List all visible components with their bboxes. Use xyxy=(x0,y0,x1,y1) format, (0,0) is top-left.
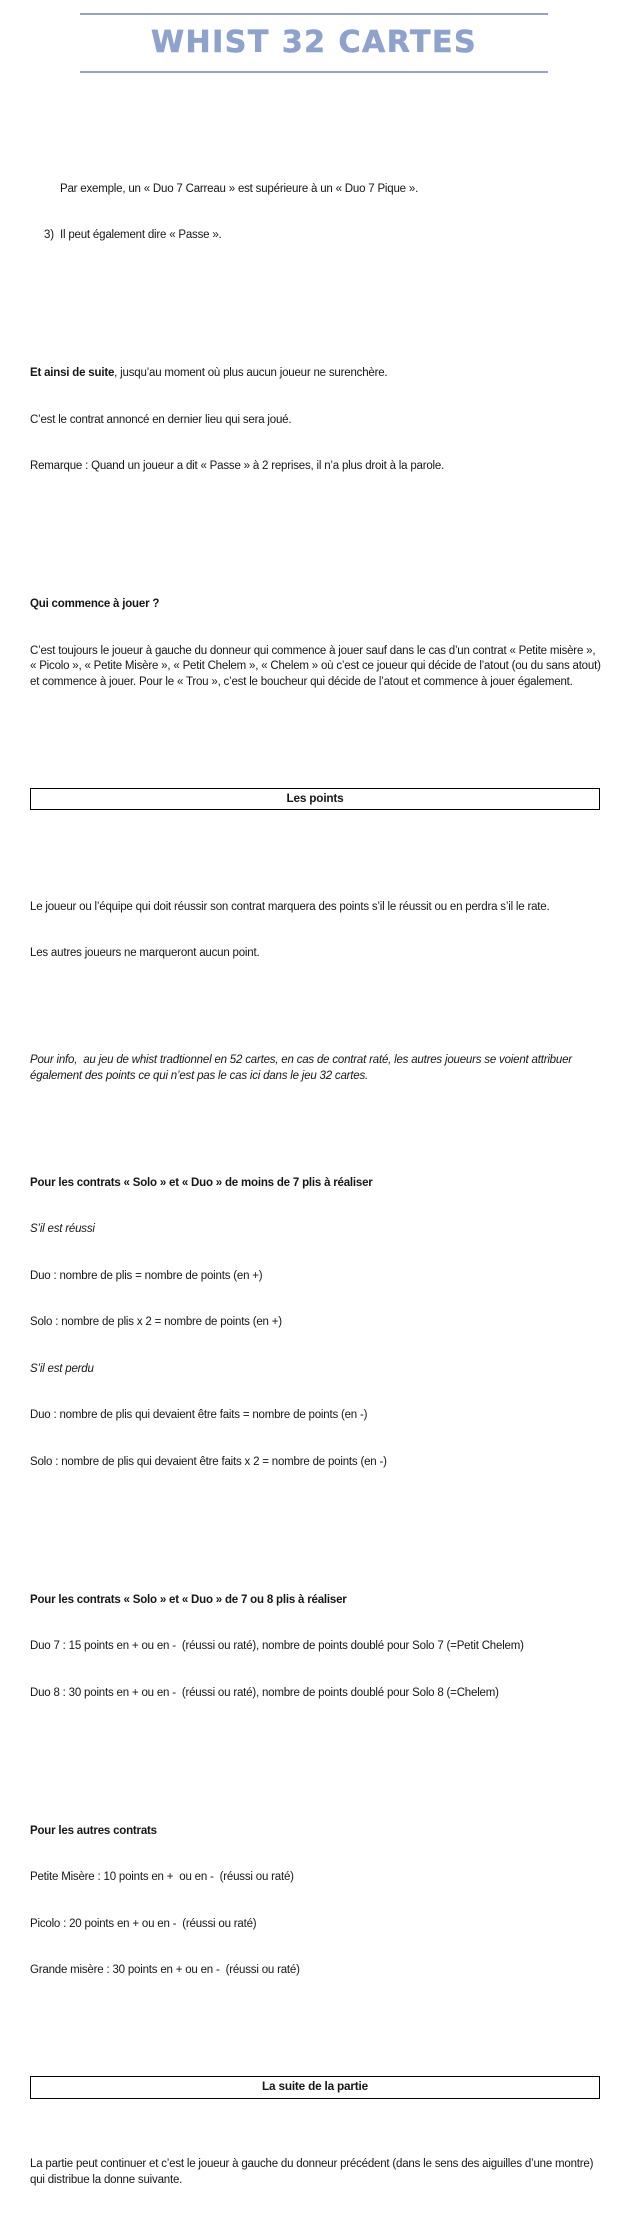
list-item-number: 3) xyxy=(44,229,54,241)
document-header xyxy=(80,13,548,73)
example-paragraph xyxy=(30,151,604,275)
other-contracts-heading: Pour les autres contrats xyxy=(30,1824,157,1837)
list-item-3 xyxy=(30,228,604,244)
points-info-note: Pour info, au jeu de whist tradtionnel en 52 cartes, en cas de contrat raté, les autres joueurs se voient attribuer également des points ce qui n’est pas le cas ici dans le jeu 32 cartes. xyxy=(30,1054,575,1082)
under7-success-rule-solo: Solo : nombre de plis x 2 = nombre de points (en +) xyxy=(30,1316,282,1328)
bidding-lead-rest: , jusqu’au moment où plus aucun joueur ne surenchère. xyxy=(114,367,388,379)
contracts-7-8-section xyxy=(30,1562,604,1733)
bidding-paragraph xyxy=(30,335,604,506)
list-item-text: Il peut également dire « Passe ». xyxy=(60,229,222,241)
who-starts-heading: Qui commence à jouer ? xyxy=(30,598,160,610)
under7-success-label: S’il est réussi xyxy=(30,1223,95,1235)
other-contracts-section xyxy=(30,1793,604,2010)
document-page xyxy=(0,13,624,2186)
bidding-lead-bold: Et ainsi de suite xyxy=(30,367,115,379)
section-header-les-points: Les points xyxy=(30,788,600,811)
section-header-suite-partie: La suite de la partie xyxy=(30,2076,600,2099)
contracts-under7-heading: Pour les contrats « Solo » et « Duo » de moins de 7 plis à réaliser xyxy=(30,1176,373,1189)
under7-success-rule-duo: Duo : nombre de plis = nombre de points (en +) xyxy=(30,1269,263,1282)
who-starts-section xyxy=(30,566,604,721)
under7-lost-rule-solo: Solo : nombre de plis qui devaient être faits x 2 = nombre de points (en -) xyxy=(30,1455,387,1468)
example-line: Par exemple, un « Duo 7 Carreau » est supérieure à un « Duo 7 Pique ». xyxy=(60,182,419,195)
rule-picolo: Picolo : 20 points en + ou en - (réussi ou raté) xyxy=(30,1917,257,1930)
under7-lost-rule-duo: Duo : nombre de plis qui devaient être faits = nombre de points (en -) xyxy=(30,1409,368,1421)
rule-duo-8: Duo 8 : 30 points en + ou en - (réussi ou raté), nombre de points doublé pour Solo 8 (=Chelem) xyxy=(30,1686,499,1699)
bidding-line-3: Remarque : Quand un joueur a dit « Passe » à 2 reprises, il n’a plus droit à la parole. xyxy=(30,460,445,472)
rule-duo-7: Duo 7 : 15 points en + ou en - (réussi ou raté), nombre de points doublé pour Solo 7 (=Petit Chelem) xyxy=(30,1640,524,1652)
points-intro-line-1: Le joueur ou l’équipe qui doit réussir son contrat marquera des points s’il le réussit ou en perdra s’il le rate. xyxy=(30,900,550,913)
who-starts-body: C’est toujours le joueur à gauche du donneur qui commence à jouer sauf dans le cas d’un contrat « Petite misère », « Picolo », « Petite Misère », « Petit Chelem », « Chelem » où c’est ce joueur qui décide de l’atout (ou du sans atout) et commence à jouer. Pour le « Trou », c’est le boucheur qui décide de l’atout et commence à jouer également. xyxy=(30,644,604,688)
page-title: WHIST 32 CARTES xyxy=(150,25,478,60)
contracts-7-8-heading: Pour les contrats « Solo » et « Duo » de 7 ou 8 plis à réaliser xyxy=(30,1593,347,1606)
bidding-lead-line xyxy=(30,366,604,382)
rule-petite-misere: Petite Misère : 10 points en + ou en - (réussi ou raté) xyxy=(30,1871,294,1883)
continuation-body: La partie peut continuer et c’est le joueur à gauche du donneur précédent (dans le sens des aiguilles d’une montre) qui distribue la donne suivante. xyxy=(30,2158,597,2186)
contracts-under7-section xyxy=(30,1145,604,1502)
document-body xyxy=(30,73,604,2235)
under7-lost-label: S’il est perdu xyxy=(30,1362,94,1375)
header-top-rule xyxy=(80,13,548,15)
rule-grande-misere: Grande misère : 30 points en + ou en - (réussi ou raté) xyxy=(30,1964,300,1976)
points-intro xyxy=(30,869,604,993)
points-intro-line-2: Les autres joueurs ne marqueront aucun point. xyxy=(30,947,260,959)
bidding-line-2: C’est le contrat annoncé en dernier lieu qui sera joué. xyxy=(30,413,292,426)
